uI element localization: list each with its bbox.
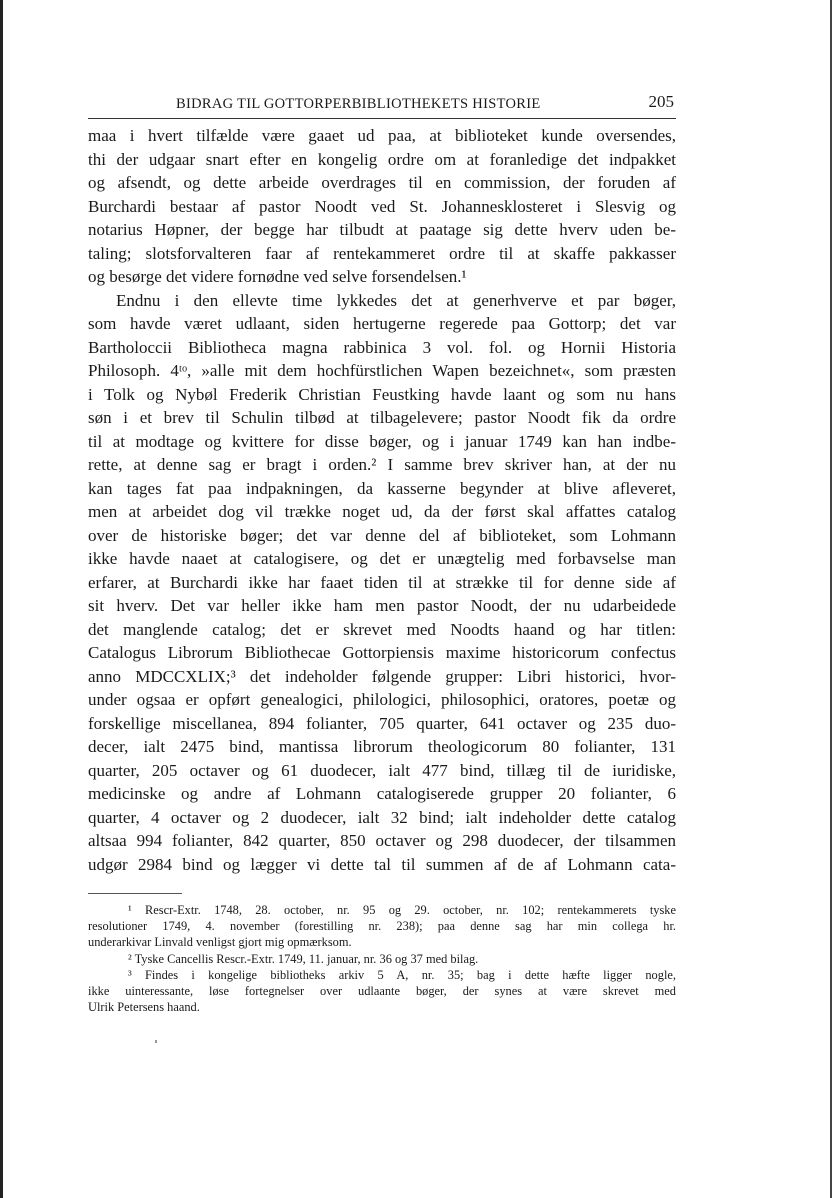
footnote-line: ¹ Rescr-Extr. 1748, 28. october, nr. 95 og 29. october, nr. 102; rentekammerets tyske [128, 903, 676, 917]
body-line: Bartholoccii Bibliotheca magna rabbinica 3 vol. fol. og Hornii Historia [88, 337, 676, 357]
footnote-rule [88, 893, 182, 894]
body-line: Burchardi bestaar af pastor Noodt ved St. Johannesklosteret i Slesvig og [88, 196, 676, 216]
body-line: erfarer, at Burchardi ikke har faaet tiden til at strække til for denne side af [88, 572, 676, 592]
body-line: rette, at denne sag er bragt i orden.² I samme brev skriver han, at der nu [88, 455, 676, 474]
footnotes [88, 902, 676, 1015]
body-line: under ogsaa er opført genealogici, philologici, philosophici, oratores, poetæ og [88, 690, 676, 709]
body-line: til at modtage og kvittere for disse bøger, og i januar 1749 kan han indbe- [88, 431, 676, 451]
body-line: quarter, 205 octaver og 61 duodecer, ialt 477 bind, tillæg til de iuridiske, [88, 760, 676, 780]
body-line: Catalogus Librorum Bibliothecae Gottorpiensis maxime historicorum confectus [88, 643, 676, 662]
body-line: som havde været udlaant, siden hertugerne regerede paa Gottorp; det var [88, 314, 676, 333]
header-rule [88, 118, 676, 119]
footnote-line: ² Tyske Cancellis Rescr.-Extr. 1749, 11. januar, nr. 36 og 37 med bilag. [128, 951, 479, 966]
body-line: medicinske og andre af Lohmann catalogiserede grupper 20 folianter, 6 [88, 784, 676, 803]
scan-edge-left [0, 0, 3, 1198]
body-line: sit hverv. Det var heller ikke ham men pastor Noodt, der nu udarbeidede [88, 596, 676, 615]
body-text [88, 124, 676, 876]
body-line: maa i hvert tilfælde være gaaet ud paa, at biblioteket kunde oversendes, [88, 126, 676, 145]
body-line: i Tolk og Nybøl Frederik Christian Feustking havde laant og som nu hans [88, 384, 676, 404]
body-line: notarius Høpner, der begge har tilbudt at paatage sig dette hverv uden be- [88, 220, 676, 239]
scan-speck [155, 1040, 157, 1043]
footnote-line: resolutioner 1749, 4. november (forestilling nr. 238); paa denne sag har min collega hr. [88, 919, 676, 934]
body-line: altsaa 994 folianter, 842 quarter, 850 octaver og 298 duodecer, der tilsammen [88, 831, 676, 850]
body-line: thi der udgaar snart efter en kongelig ordre om at foranledige det indpakket [88, 149, 676, 169]
running-title: BIDRAG TIL GOTTORPERBIBLIOTHEKETS HISTORIE [176, 96, 541, 112]
body-line: Endnu i den ellevte time lykkedes det at generhverve et par bøger, [116, 290, 676, 310]
body-line: decer, ialt 2475 bind, mantissa librorum theologicorum 80 folianter, 131 [88, 737, 676, 756]
footnote-line: ikke uinteressante, løse fortegnelser over udlaante bøger, der synes at være skrevet med [88, 983, 676, 998]
body-line: og afsendt, og dette arbeide overdrages til en commission, der foruden af [88, 173, 676, 192]
body-line: og besørge det videre fornødne ved selve forsendelsen.¹ [88, 267, 467, 286]
body-line: over de historiske bøger; det var denne del af biblioteket, som Lohmann [88, 525, 676, 545]
body-line: ikke havde naaet at catalogisere, og det er unægtelig med forbavselse man [88, 549, 676, 568]
footnote-line: underarkivar Linvald venligst gjort mig opmærksom. [88, 935, 352, 950]
body-line: men at arbeidet dog vil trække noget ud, da der først skal affattes catalog [88, 502, 676, 521]
footnote-line: ³ Findes i kongelige bibliotheks arkiv 5 A, nr. 35; bag i dette hæfte ligger nogle, [128, 967, 676, 982]
body-line: udgør 2984 bind og lægger vi dette tal til summen af de af Lohmann cata- [88, 854, 676, 874]
body-line: søn i et brev til Schulin tilbød at tilbagelevere; pastor Noodt fik da ordre [88, 408, 676, 427]
body-line: Philosoph. 4ᵗᵒ, »alle mit dem hochfürstlichen Wapen bezeichnet«, som præsten [88, 361, 676, 380]
body-line: quarter, 4 octaver og 2 duodecer, ialt 32 bind; ialt indeholder dette catalog [88, 807, 676, 827]
running-head [88, 92, 678, 116]
body-line: det manglende catalog; det er skrevet med Noodts haand og har titlen: [88, 619, 676, 639]
footnote-line: Ulrik Petersens haand. [88, 1000, 200, 1015]
body-line: taling; slotsforvalteren faar af rentekammeret ordre til at skaffe pakkasser [88, 243, 676, 263]
body-line: forskellige miscellanea, 894 folianter, 705 quarter, 641 octaver og 235 duo- [88, 713, 676, 733]
page-number: 205 [648, 92, 674, 111]
body-line: anno MDCCXLIX;³ det indeholder følgende grupper: Libri historici, hvor- [88, 666, 676, 686]
body-line: kan tages fat paa indpakningen, da kasserne begynder at blive afleveret, [88, 478, 676, 498]
